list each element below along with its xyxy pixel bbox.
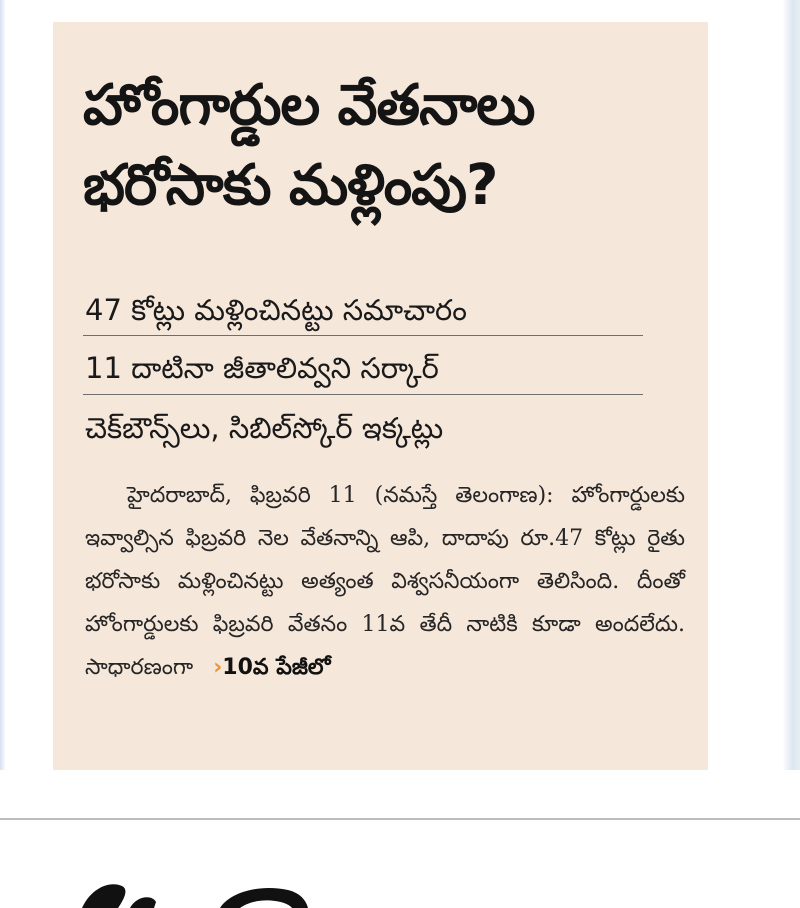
headline-line-2: భరోసాకు మళ్లింపు? — [83, 153, 498, 218]
chevron-right-icon: › — [213, 655, 223, 680]
continuation-link[interactable] — [213, 655, 330, 680]
subheading-1: 47 కోట్లు మళ్లించినట్టు సమాచారం — [85, 293, 467, 327]
headline-line-1: హోంగార్డుల వేతనాలు — [83, 73, 535, 138]
next-item-logo-icon — [60, 872, 320, 908]
article-body-text: హైదరాబాద్, ఫిబ్రవరి 11 (నమస్తే తెలంగాణ): హోంగార్డులకు ఇవ్వాల్సిన ఫిబ్రవరి నెల వేతనాన్ని ఆపి, దాదాపు రూ.47 కోట్లు రైతు భరోసాకు మళ్లించినట్టు అత్యంత విశ్వసనీయంగా తెలిసింది. దీంతో హోంగార్డులకు ఫిబ్రవరి వేతనం 11వ తేదీ నాటికి కూడా అందలేదు. సాధారణంగా — [85, 483, 685, 680]
headline — [83, 66, 683, 226]
right-page-edge — [782, 0, 800, 770]
subheading-3: చెక్‌బౌన్స్‌లు, సిబిల్‌స్కోర్ ఇక్కట్లు — [85, 411, 444, 445]
subheading-2: 11 దాటినా జీతాలివ్వని సర్కార్ — [85, 351, 439, 385]
article-body — [85, 474, 685, 689]
left-page-edge — [0, 0, 6, 770]
subheading-divider-1 — [83, 335, 643, 336]
page-divider — [0, 818, 800, 820]
continuation-label: 10వ పేజీలో — [222, 655, 331, 680]
subheading-divider-2 — [83, 394, 643, 395]
news-clipping — [53, 22, 708, 770]
